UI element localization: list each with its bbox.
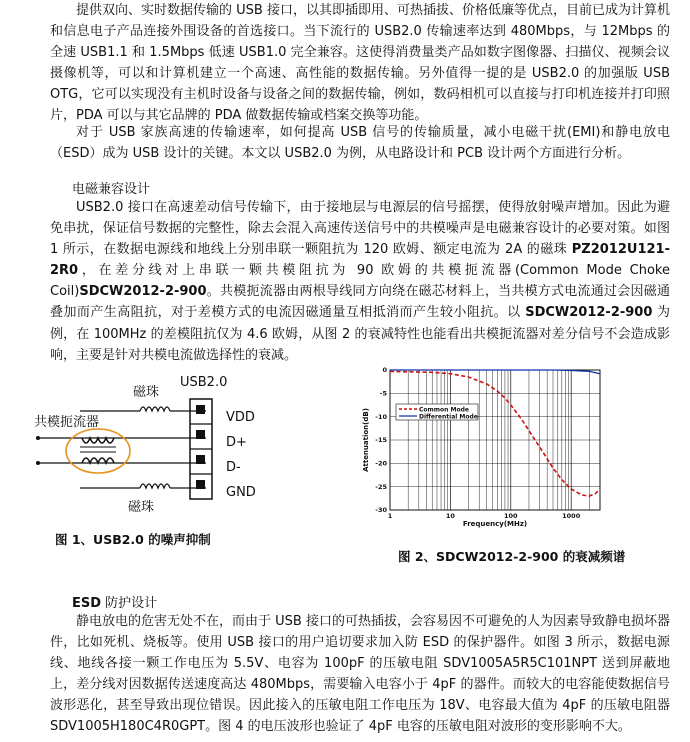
pin-dminus-marker xyxy=(196,455,205,464)
choke-part-number-2: SDCW2012-2-900 xyxy=(525,305,653,321)
pin-vdd-marker xyxy=(196,405,205,414)
y-tick-label: -10 xyxy=(375,412,387,421)
attenuation-chart xyxy=(360,364,620,534)
bead-top-label: 磁珠 xyxy=(133,385,160,400)
pin-dplus-label: D+ xyxy=(226,435,247,450)
pin-vdd-label: VDD xyxy=(226,410,255,425)
pin-gnd-marker xyxy=(196,480,205,489)
x-tick-label: 10 xyxy=(445,512,455,520)
y-axis-label: Attenuation(dB) xyxy=(362,408,370,472)
emc-text-3: 。共模扼流器由两根导线同方向绕在磁芯材料上，当共模方式电流通过会因磁通叠加而产生高阻抗，对于差模方式的电流因磁通量互相抵消而产生较小阻抗。以 xyxy=(50,284,670,321)
emc-text-2: ，在差分线对上串联一颗共模阻抗为 90 欧姆的共模扼流器(Common Mode Choke Coil) xyxy=(50,263,670,300)
bead-bottom-label: 磁珠 xyxy=(128,500,155,515)
esd-paragraph: 静电放电的危害无处不在，而由于 USB 接口的可热插拔，会容易因不可避免的人为因素导致静电损坏器件，比如死机、烧板等。使用 USB 接口的用户追切要求加入防 ESD 的保护器件。如图 3 所示，数据电源线、地线各接一颗工作电压为 5.5V、电容为 100pF 的压敏电阻 SDV1005A5R5C101NPT 送到屏蔽地上，差分线对因数据传送速度高达 480Mbps，需要输入电容小于 4pF 的器件。而较大的电容能使数据信号波形恶化，甚至导致出现位错误。因此接入的压敏电阻工作电压为 18V、电容最大值为 4pF 的压敏电阻器 SDV1005H180C4R0GPT。图 4 的电压波形也验证了 4pF 电容的压敏电阻对波形的变形影响不大。 xyxy=(50,614,670,735)
pin-dplus-marker xyxy=(196,430,205,439)
y-tick-label: -15 xyxy=(375,436,387,445)
x-axis-label: Frequency(MHz) xyxy=(462,520,528,528)
y-tick-label: -20 xyxy=(375,459,387,468)
y-tick-label: -25 xyxy=(375,482,387,491)
choke-highlight xyxy=(66,429,130,473)
choke-label: 共模扼流器 xyxy=(34,415,100,430)
figure-1-caption: 图 1、USB2.0 的噪声抑制 xyxy=(55,532,211,547)
pin-gnd-label: GND xyxy=(226,485,256,500)
choke-part-number: SDCW2012-2-900 xyxy=(79,284,207,300)
x-tick-label: 1000 xyxy=(562,512,581,520)
esd-title-abbr: ESD xyxy=(72,596,102,611)
y-tick-label: 0 xyxy=(382,366,387,375)
emc-text-4: 为例，在 100MHz 的差模阻抗仅为 4.6 欧姆，从图 2 的衰减特性也能看出共模扼流器对差分信号不会造成影响，主要是针对共模电流做选择性的衰减。 xyxy=(50,305,670,363)
usb-label: USB2.0 xyxy=(180,375,228,390)
x-tick-label: 100 xyxy=(504,512,518,520)
y-tick-label: -30 xyxy=(375,506,387,515)
emc-section-title: 电磁兼容设计 xyxy=(72,182,151,197)
intro-paragraph-1: 提供双向、实时数据传输的 USB 接口，以其即插即用、可热插拔、价格低廉等优点，目前已成为计算机和信息电子产品连接外围设备的首选接口。当下流行的 USB2.0 传输速率达到 480Mbps，与 12Mbps 的全速 USB1.1 和 1.5Mbps 低速 USB1.0 完全兼容。这使得消费量类产品如数字图像器、扫描仪、视频会议摄像机等，可以和计算机建立一个高速、高性能的数据传输。另外值得一提的是 USB2.0 的加强版 USB OTG，它可以实现没有主机时设备与设备之间的数据传输，例如，数码相机可以直接与打印机连接并打印照片，PDA 可以与其它品牌的 PDA 做数据传输或档案交换等功能。 xyxy=(50,3,670,124)
emc-paragraph xyxy=(50,197,670,363)
figure-2-caption: 图 2、SDCW2012-2-900 的衰减频谱 xyxy=(398,549,626,564)
legend-differential-mode: Differential Mode xyxy=(419,413,478,421)
y-tick-label: -5 xyxy=(379,389,387,398)
chart-legend xyxy=(396,404,478,421)
legend-common-mode: Common Mode xyxy=(419,406,469,414)
bead-part-number: PZ2012U121-2R0 xyxy=(50,242,670,279)
intro-paragraph-2: 对于 USB 家族高速的传输速率，如何提高 USB 信号的传输质量，减小电磁干扰(EMI)和静电放电（ESD）成为 USB 设计的关键。本文以 USB2.0 为例，从电路设计和 PCB 设计两个方面进行分析。 xyxy=(50,125,670,162)
esd-title-rest: 防护设计 xyxy=(101,596,158,611)
pin-dminus-label: D- xyxy=(226,460,241,475)
x-tick-label: 1 xyxy=(387,512,393,520)
usb-noise-schematic xyxy=(30,366,290,516)
emc-text-1: USB2.0 接口在高速差动信号传输下，由于接地层与电源层的信号摇摆，使得放射噪声增加。因此为避免串扰，保证信号数据的完整性，除去会混入高速传送信号中的共模噪声是电磁兼容设计的必要对策。如图 1 所示，在数据电源线和地线上分别串联一颗阻抗为 120 欧姆、额定电流为 2A 的磁珠 xyxy=(50,200,670,258)
